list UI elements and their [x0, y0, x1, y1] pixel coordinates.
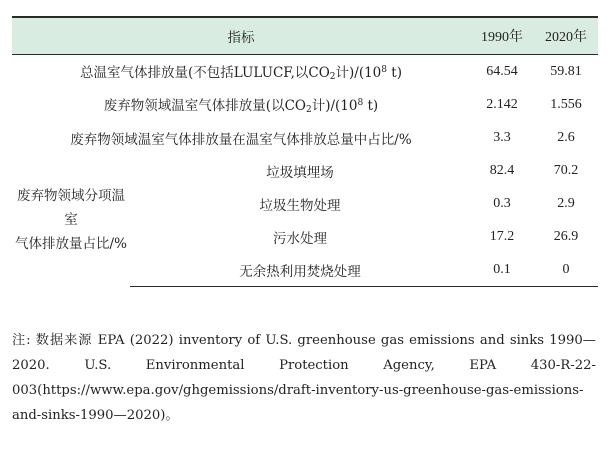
table-row [12, 121, 598, 154]
cell-2020: 70.2 [553, 162, 579, 178]
subrow-label: 垃圾填埋场 [266, 164, 334, 181]
cell-2020: 59.81 [550, 63, 582, 79]
table-row [12, 55, 598, 89]
cell-1990: 64.54 [486, 63, 518, 79]
table-header-row [12, 17, 598, 55]
group-label-subcategory-share: 废弃物领域分项温室 气体排放量占比/% [15, 188, 127, 253]
header-indicator: 指标 [12, 17, 470, 55]
cell-2020: 2.9 [557, 195, 575, 211]
emissions-table [12, 16, 598, 287]
header-2020: 2020年 [534, 17, 598, 55]
cell-2020: 2.6 [557, 129, 575, 145]
header-1990: 1990年 [470, 17, 534, 55]
table-row [12, 154, 598, 187]
cell-2020: 26.9 [553, 228, 579, 244]
cell-2020: 0 [534, 253, 598, 287]
source-note: 注: 数据来源 EPA (2022) inventory of U.S. greenhouse gas emissions and sinks 1990—2020. U.S. Environmental Protection Agency, EPA 430-R-22-003(https://www.epa.gov/ghgemissions/draft-inventory-us-greenhouse-gas-emissions-and-sinks-1990—2020)。 [12, 333, 596, 423]
subrow-label: 垃圾生物处理 [259, 197, 341, 214]
subrow-label: 污水处理 [273, 230, 327, 247]
cell-1990: 2.142 [486, 96, 518, 112]
data-table-container [12, 16, 598, 287]
row-label-waste-share: 废弃物领域温室气体排放量在温室气体排放总量中占比/% [70, 131, 412, 148]
cell-1990: 3.3 [493, 129, 511, 145]
row-label-waste-emissions: 废弃物领域温室气体排放量(以$CO_2$计)$/(10^8$ t) [103, 98, 379, 115]
table-row [12, 88, 598, 121]
row-label-total-emissions: 总温室气体排放量(不包括LULUCF,以$CO_2$计)$/(10^8$ t) [80, 65, 402, 82]
subrow-label: 无余热利用焚烧处理 [130, 253, 470, 287]
cell-1990: 0.3 [493, 195, 511, 211]
cell-1990: 17.2 [489, 228, 515, 244]
cell-2020: 1.556 [550, 96, 582, 112]
cell-1990: 0.1 [470, 253, 534, 287]
cell-1990: 82.4 [489, 162, 515, 178]
